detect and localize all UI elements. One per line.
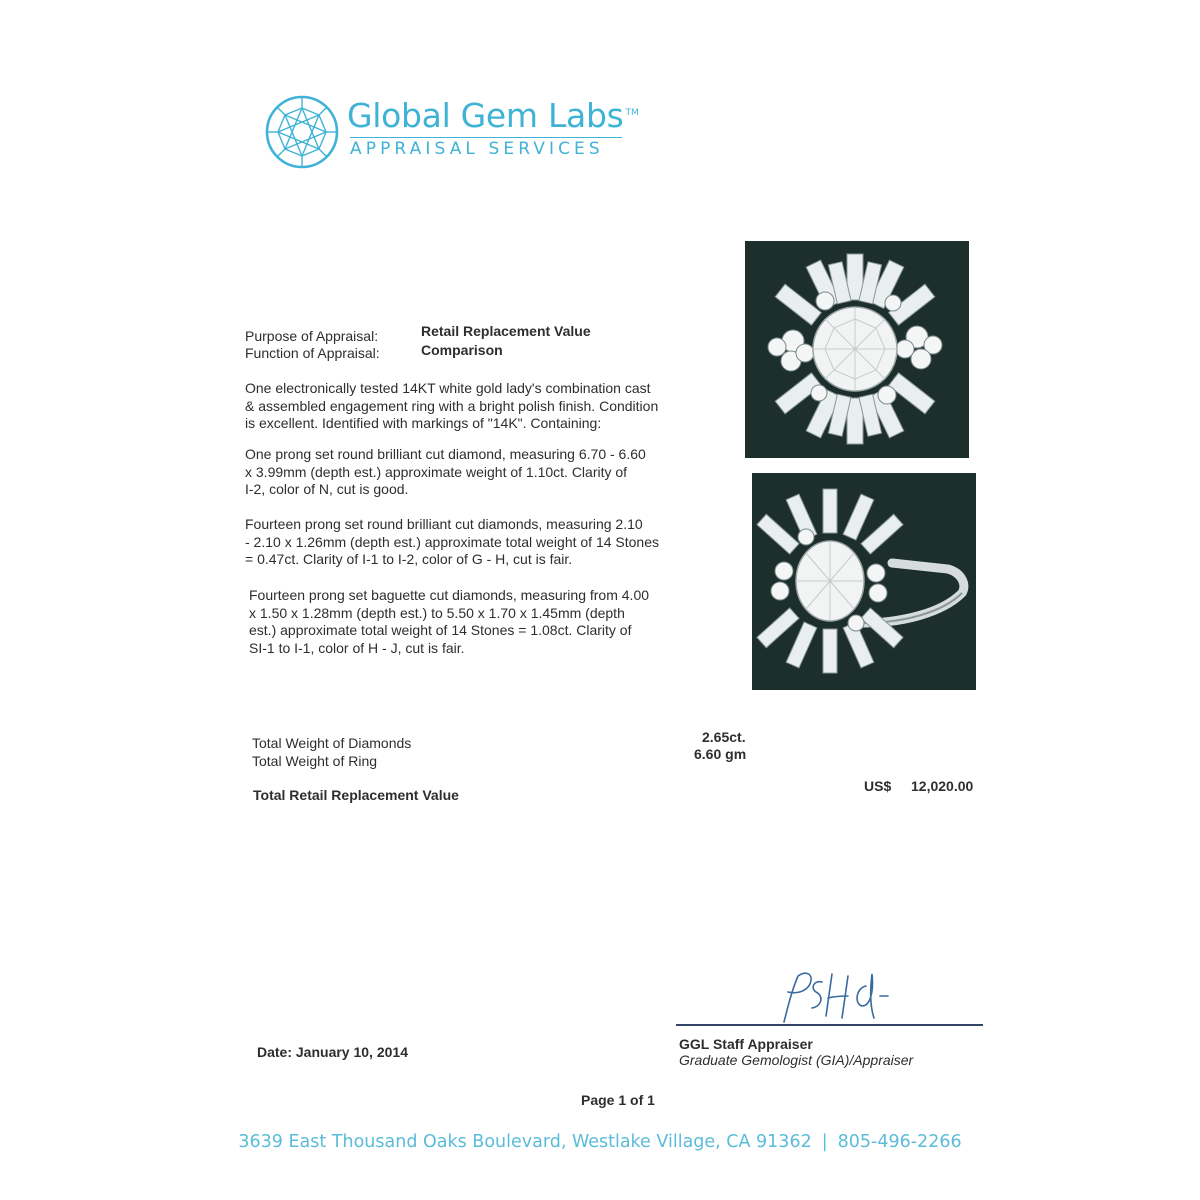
page-number: Page 1 of 1 [581,1092,655,1108]
company-subtitle: APPRAISAL SERVICES [350,139,604,159]
company-logo [264,92,644,172]
baguette-stones-line: est.) approximate total weight of 14 Stones = 1.08ct. Clarity of [249,622,632,638]
center-stone-line: x 3.99mm (depth est.) approximate weight of 1.10ct. Clarity of [245,463,628,480]
footer-phone: 805-496-2266 [837,1132,962,1152]
footer-contact [0,1132,1200,1152]
center-stone-description [245,446,715,499]
baguette-stones-line: SI-1 to I-1, color of H - J, cut is fair. [249,639,465,656]
ring-description-line: is excellent. Identified with markings of "14K". Containing: [245,415,602,431]
footer-separator: | [821,1132,828,1152]
appraisal-date: Date: January 10, 2014 [257,1044,408,1060]
total-ring-weight-label: Total Weight of Ring [252,753,378,769]
round-stones-line: - 2.10 x 1.26mm (depth est.) approximate total weight of 14 Stones [245,533,659,550]
company-name: Global Gem Labs ™ [347,96,639,135]
total-diamond-weight-label: Total Weight of Diamonds [252,735,412,751]
signature-line [676,1024,983,1026]
baguette-stones-line: x 1.50 x 1.28mm (depth est.) to 5.50 x 1.70 x 1.45mm (depth [249,604,625,621]
purpose-value: Retail Replacement Value [421,323,591,339]
center-stone-line: I-2, color of N, cut is good. [245,481,409,497]
function-label: Function of Appraisal: [245,345,380,361]
appraiser-name: GGL Staff Appraiser [679,1036,813,1052]
ring-description [245,380,715,433]
function-value: Comparison [421,342,503,358]
ring-photo-top-view [745,241,969,458]
retail-value-label: Total Retail Replacement Value [253,787,459,803]
baguette-stones-description [249,587,719,657]
total-ring-weight-value: 6.60 gm [694,746,747,762]
ring-photo-angled-view [752,473,976,690]
baguette-stones-line: Fourteen prong set baguette cut diamonds, measuring from 4.00 [249,587,650,603]
brilliant-cut-gem-icon [264,94,340,170]
ring-description-line: One electronically tested 14KT white gold lady's combination cast [245,380,651,396]
purpose-label: Purpose of Appraisal: [245,328,379,344]
footer-address: 3639 East Thousand Oaks Boulevard, Westlake Village, CA 91362 [238,1132,812,1152]
currency-label: US$ [864,778,892,794]
retail-value-amount: 12,020.00 [911,778,974,794]
round-stones-description [245,516,715,569]
total-diamond-weight-value: 2.65ct. [702,729,746,745]
center-stone-line: One prong set round brilliant cut diamond, measuring 6.70 - 6.60 [245,446,646,462]
appraiser-signature [770,966,900,1028]
ring-description-line: & assembled engagement ring with a bright polish finish. Condition [245,397,659,414]
trademark-mark: TM [625,108,639,118]
round-stones-line: Fourteen prong set round brilliant cut diamonds, measuring 2.10 [245,516,643,532]
appraiser-title: Graduate Gemologist (GIA)/Appraiser [679,1052,914,1068]
round-stones-line: = 0.47ct. Clarity of I-1 to I-2, color of G - H, cut is fair. [245,551,573,567]
logo-divider [350,137,622,138]
